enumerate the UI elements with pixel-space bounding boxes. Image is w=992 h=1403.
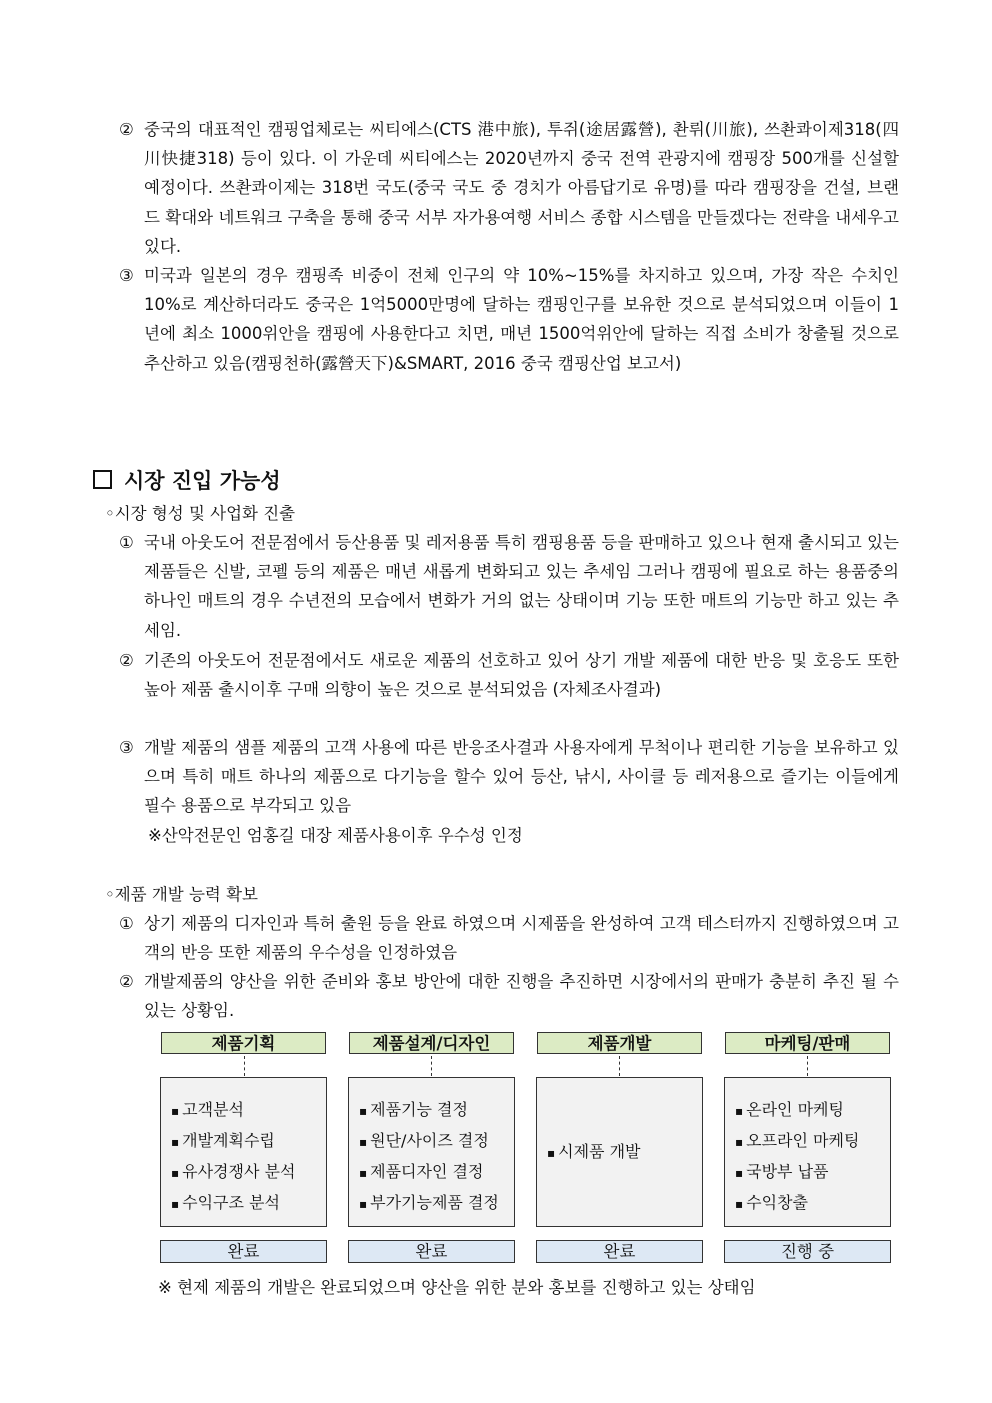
subheading-development-capability: ◦제품 개발 능력 확보 [105,885,258,904]
stage-task: ▪ 개발계획수립 [171,1126,326,1157]
stage-title: 제품기획 [161,1032,326,1054]
stage-title: 마케팅/판매 [725,1032,890,1054]
paragraph-camping-population [119,261,899,378]
stage-status: 완료 [348,1240,515,1263]
stage-status: 완료 [160,1240,327,1263]
stage-task: ▪ 제품디자인 결정 [359,1157,514,1188]
list-item [119,967,899,1025]
item-number: ② [119,651,134,670]
stage-status: 완료 [536,1240,703,1263]
item-number: ③ [119,266,134,285]
stage-task: ▪ 고객분석 [171,1095,326,1126]
stage-task: ▪ 원단/사이즈 결정 [359,1126,514,1157]
connector-line [431,1056,432,1076]
note-expert-endorsement: ※산악전문인 엄홍길 대장 제품사용이후 우수성 인정 [148,826,523,845]
connector-line [244,1056,245,1076]
footnote: ※ 현제 제품의 개발은 완료되었으며 양산을 위한 분와 홍보를 진행하고 있는 상태임 [158,1278,756,1297]
list-item [119,646,899,704]
stage-title: 제품설계/디자인 [349,1032,514,1054]
connector-line [619,1056,620,1076]
list-item [119,733,899,821]
section-title: 시장 진입 가능성 [124,469,281,493]
stage-task: ▪ 수익구조 분석 [171,1188,326,1219]
stage-task: ▪ 부가기능제품 결정 [359,1188,514,1219]
stage-status: 진행 중 [724,1240,891,1263]
paragraph-text: 기존의 아웃도어 전문점에서도 새로운 제품의 선호하고 있어 상기 개발 제품에 대한 반응 및 호응도 또한 높아 제품 출시이후 구매 의향이 높은 것으로 분석되었음 (자체조사결과) [144,651,899,700]
stage-task: ▪ 오프라인 마케팅 [735,1126,890,1157]
item-number: ① [119,533,134,552]
paragraph-china-companies [119,115,899,261]
list-item [119,528,899,645]
subheading-market-formation: ◦시장 형성 및 사업화 진출 [105,504,296,523]
paragraph-text: 국내 아웃도어 전문점에서 등산용품 및 레저용품 특히 캠핑용품 등을 판매하고 있으나 현재 출시되고 있는 제품들은 신발, 코펠 등의 제품은 매년 새롭게 변화되고 있는 추세임 그러나 캠핑에 필요로 하는 용품중의 하나인 매트의 경우 수년전의 모습에서 변화가 거의 없는 상태이며 기능 또한 매트의 기능만 하고 있는 추세임. [144,533,899,640]
paragraph-text: 상기 제품의 디자인과 특허 출원 등을 완료 하였으며 시제품을 완성하여 고객 테스터까지 진행하였으며 고객의 반응 또한 제품의 우수성을 인정하였음 [144,914,899,963]
stage-box [160,1077,327,1227]
paragraph-text: 개발 제품의 샘플 제품의 고객 사용에 따른 반응조사결과 사용자에게 무척이나 편리한 기능을 보유하고 있으며 특히 매트 하나의 제품으로 다기능을 할수 있어 등산, 낚시, 사이클 등 레저용으로 즐기는 이들에게 필수 용품으로 부각되고 있음 [144,738,899,816]
stage-title: 제품개발 [537,1032,702,1054]
stage-task: ▪ 유사경쟁사 분석 [171,1157,326,1188]
stage-task: ▪ 제품기능 결정 [359,1095,514,1126]
connector-line [807,1056,808,1076]
section-heading [93,465,281,495]
stage-box [348,1077,515,1227]
paragraph-text: 미국과 일본의 경우 캠핑족 비중이 전체 인구의 약 10%~15%를 차지하고 있으며, 가장 작은 수치인 10%로 계산하더라도 중국은 1억5000만명에 달하는 캠핑인구를 보유한 것으로 분석되었으며 이들이 1년에 최소 1000위안을 캠핑에 사용한다고 치면, 매년 1500억위안에 달하는 직접 소비가 창출될 것으로 추산하고 있음(캠핑천하(露營天下)&SMART, 2016 중국 캠핑산업 보고서) [144,266,899,373]
stage-box [536,1077,703,1227]
item-number: ② [119,120,134,139]
list-item [119,909,899,967]
stage-task: ▪ 시제품 개발 [547,1137,641,1168]
paragraph-text: 개발제품의 양산을 위한 준비와 홍보 방안에 대한 진행을 추진하면 시장에서의 판매가 충분히 추진 될 수 있는 상황임. [144,972,899,1021]
stage-task: ▪ 수익창출 [735,1188,890,1219]
stage-box [724,1077,891,1227]
stage-task: ▪ 국방부 납품 [735,1157,890,1188]
stage-task: ▪ 온라인 마케팅 [735,1095,890,1126]
item-number: ③ [119,738,134,757]
checkbox-square-icon [93,470,112,489]
item-number: ② [119,972,134,991]
item-number: ① [119,914,134,933]
paragraph-text: 중국의 대표적인 캠핑업체로는 씨티에스(CTS 港中旅), 투쥐(途居露營), 촨뤼(川旅), 쓰촨콰이제318(四川快捷318) 등이 있다. 이 가운데 씨티에스는 2020년까지 중국 전역 관광지에 캠핑장 500개를 신설할 예정이다. 쓰촨콰이제는 318번 국도(중국 국도 중 경치가 아름답기로 유명)를 따라 캠핑장을 건설, 브랜드 확대와 네트워크 구축을 통해 중국 서부 자가용여행 서비스 종합 시스템을 만들겠다는 전략을 내세우고 있다. [144,120,899,256]
